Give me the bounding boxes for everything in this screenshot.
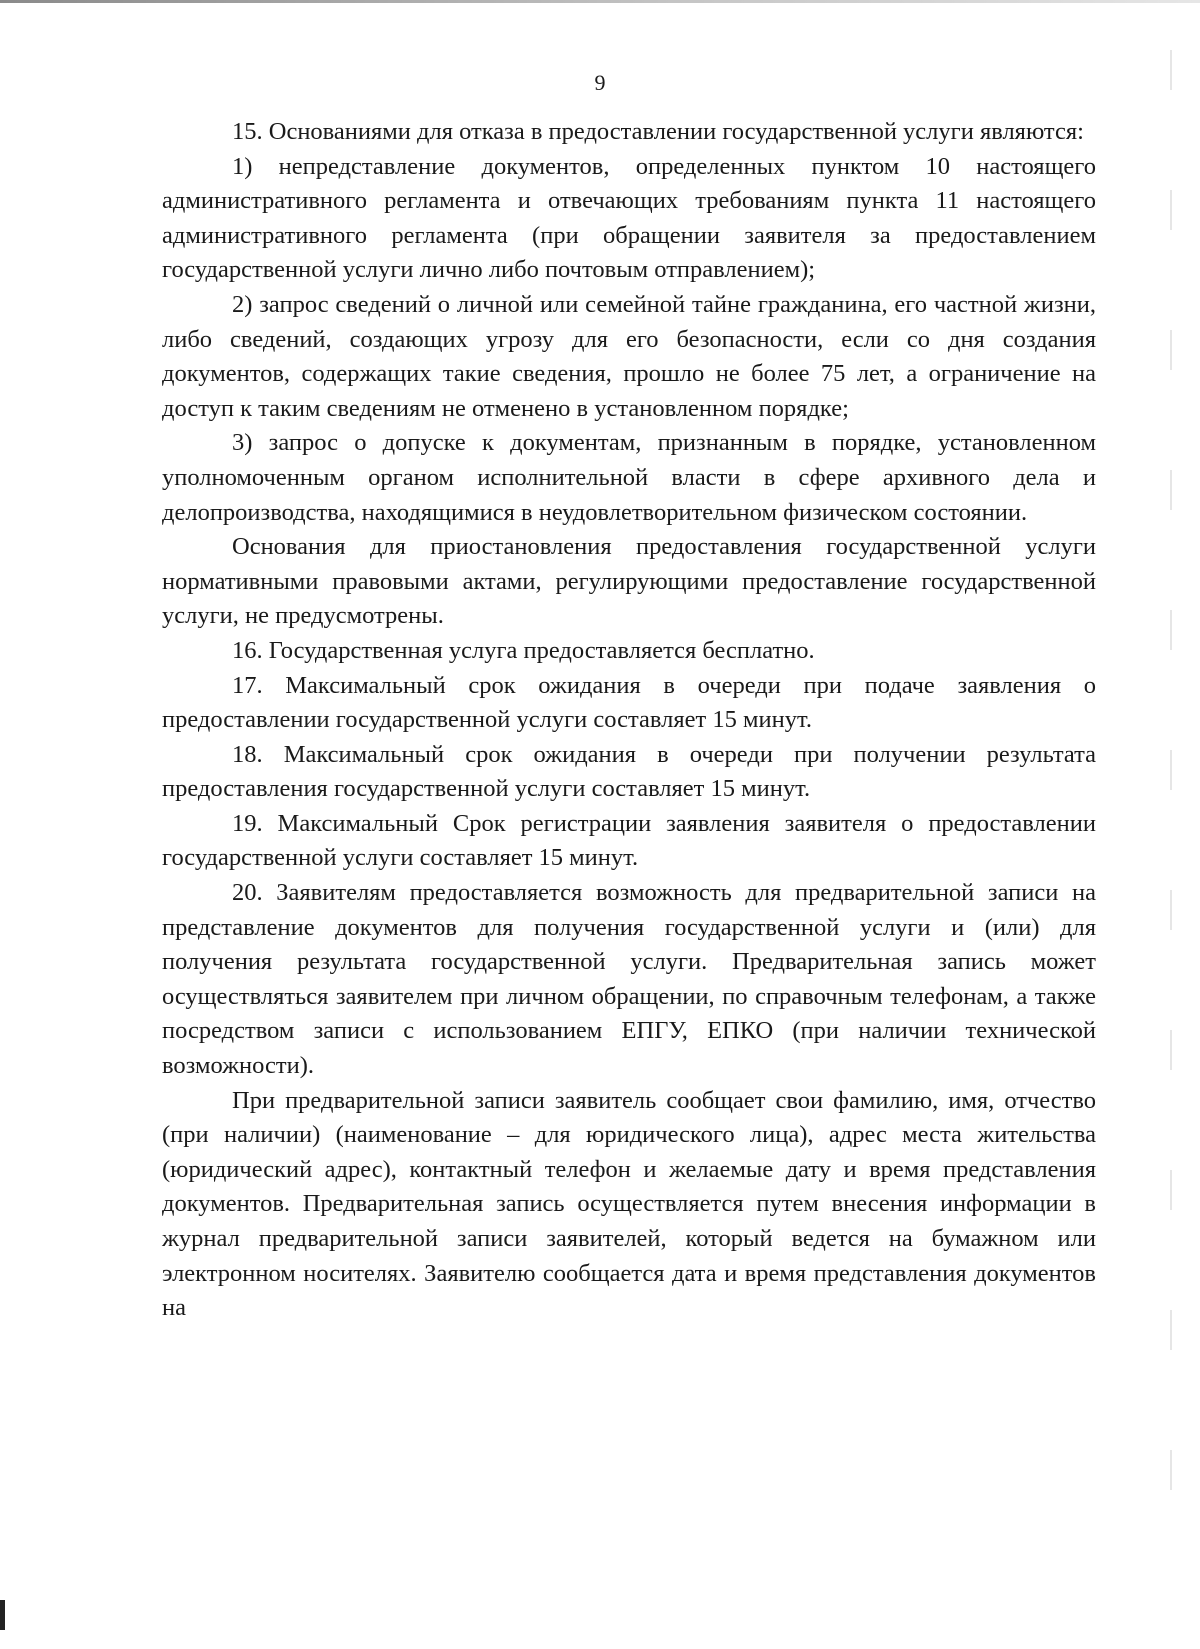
paragraph-16: 16. Государственная услуга предоставляется бесплатно. <box>232 636 815 664</box>
document-body <box>162 115 1096 1326</box>
paragraph-18: 18. Максимальный срок ожидания в очереди при получении результата предоставления государственной услуги составляет 15 минут. <box>162 740 1096 803</box>
scan-mark-left <box>0 1600 5 1630</box>
paragraph-15-item-3: 3) запрос о допуске к документам, признанным в порядке, установленном уполномоченным органом исполнительной власти в сфере архивного дела и делопроизводства, находящимися в неудовлетворительном физическом состоянии. <box>162 429 1096 526</box>
paragraph-15-item-2: 2) запрос сведений о личной или семейной тайне гражданина, его частной жизни, либо сведений, создающих угрозу для его безопасности, если со дня создания документов, содержащих такие сведения, прошло не более 75 лет, а ограничение на доступ к таким сведениям не отменено в установленном порядке; <box>162 290 1096 422</box>
scan-edge-top <box>0 0 1200 3</box>
paragraph-pre-registration: При предварительной записи заявитель сообщает свои фамилию, имя, отчество (при наличии) (наименование – для юридического лица), адрес места жительства (юридический адрес), контактный телефон и желаемые дату и время представления документов. Предварительная запись осуществляется путем внесения информации в журнал предварительной записи заявителей, который ведется на бумажном или электронном носителях. Заявителю сообщается дата и время представления документов на <box>162 1086 1096 1322</box>
paragraph-20: 20. Заявителям предоставляется возможность для предварительной записи на представление документов для получения государственной услуги и (или) для получения результата государственной услуги. Предварительная запись может осуществляться заявителем при личном обращении, по справочным телефонам, а также посредством записи с использованием ЕПГУ, ЕПКО (при наличии технической возможности). <box>162 879 1096 1080</box>
page-number: 9 <box>594 70 606 95</box>
paragraph-15: 15. Основаниями для отказа в предоставлении государственной услуги являются: <box>232 118 1084 145</box>
paragraph-17: 17. Максимальный срок ожидания в очереди при подаче заявления о предоставлении государственной услуги составляет 15 минут. <box>162 671 1096 734</box>
scan-edge-right <box>1170 50 1172 1550</box>
paragraph-suspension-grounds: Основания для приостановления предоставления государственной услуги нормативными правовыми актами, регулирующими предоставление государственной услуги, не предусмотрены. <box>162 533 1096 630</box>
paragraph-15-item-1: 1) непредставление документов, определенных пунктом 10 настоящего административного регламента и отвечающих требованиям пункта 11 настоящего административного регламента (при обращении заявителя за предоставлением государственной услуги лично либо почтовым отправлением); <box>162 152 1096 284</box>
paragraph-19: 19. Максимальный Срок регистрации заявления заявителя о предоставлении государственной услуги составляет 15 минут. <box>162 809 1096 872</box>
